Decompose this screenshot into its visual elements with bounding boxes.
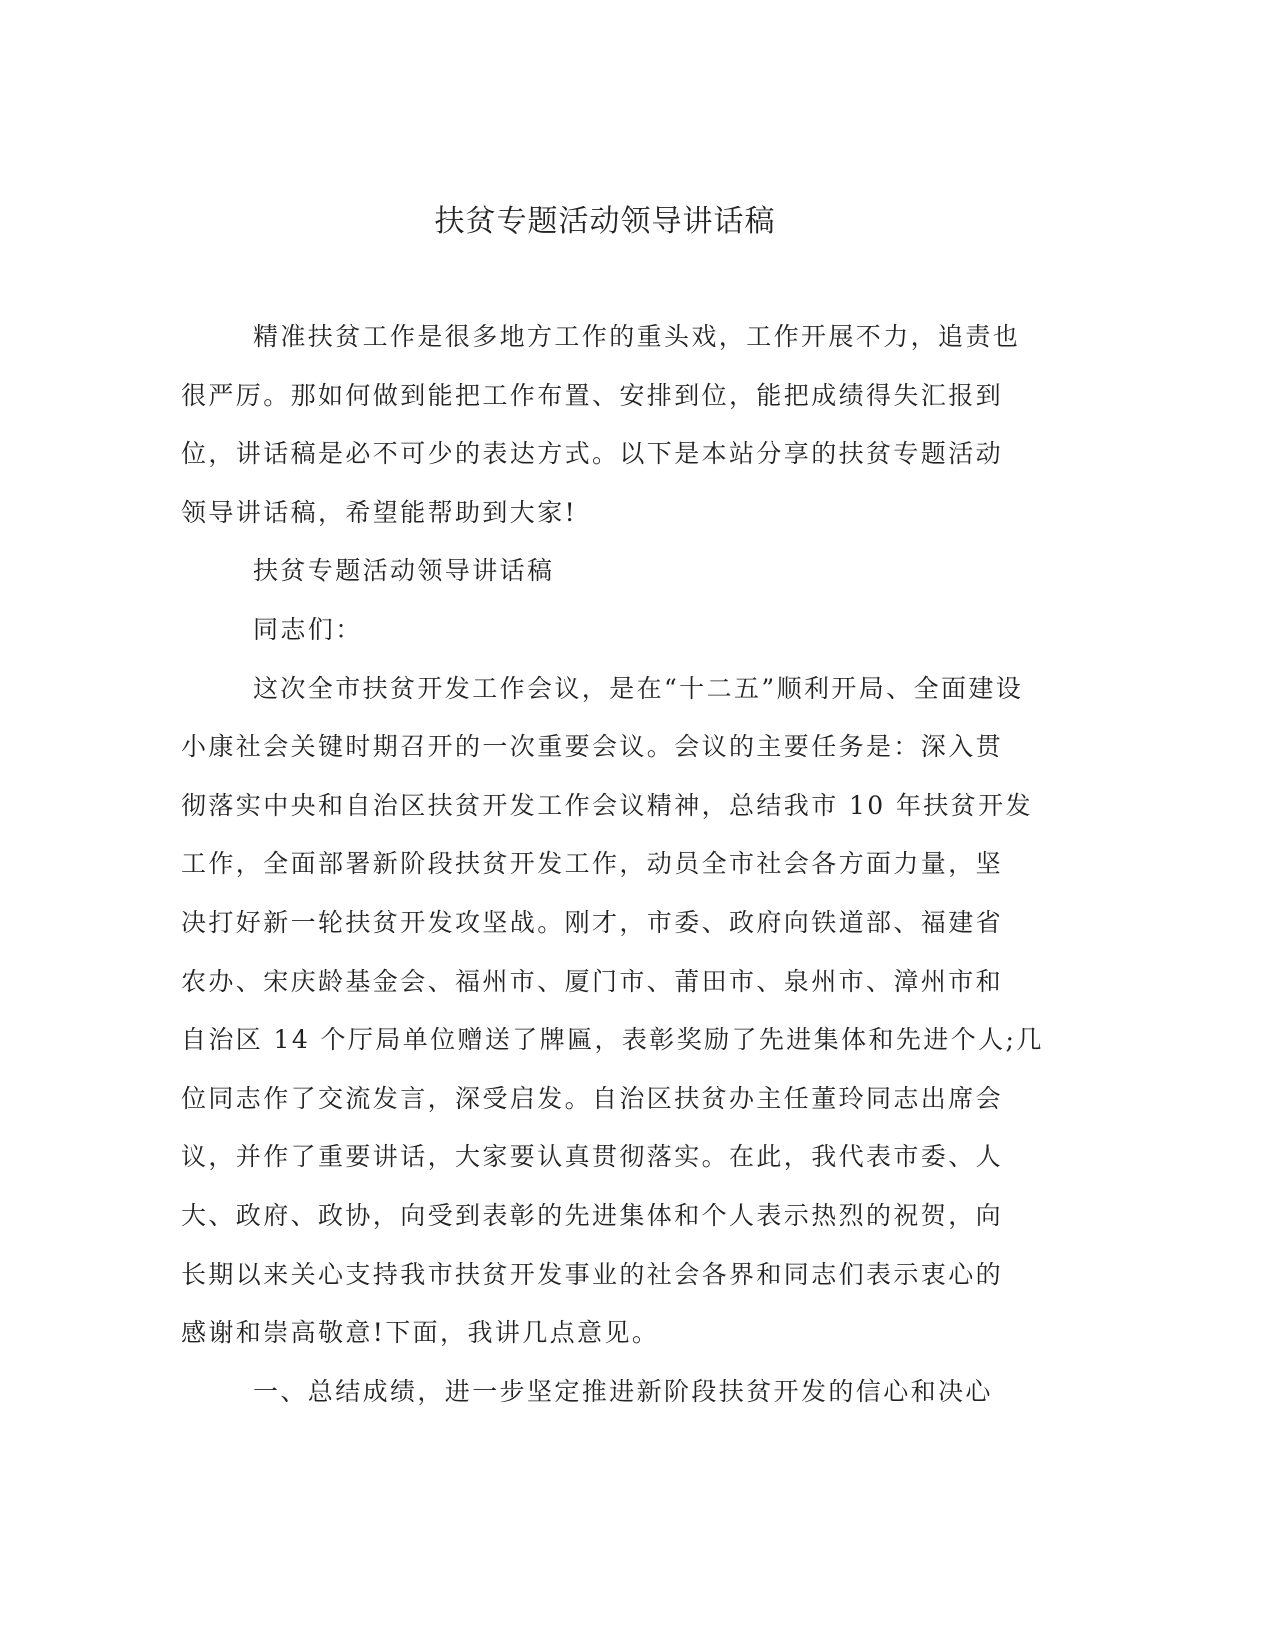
document-title: 扶贫专题活动领导讲话稿	[434, 204, 776, 239]
text-line: 同志们：	[253, 614, 363, 644]
document-body	[181, 308, 1044, 1421]
text-line: 农办、宋庆龄基金会、福州市、厦门市、莆田市、泉州市、漳州市和	[181, 966, 1004, 996]
text-line: 工作，全面部署新阶段扶贫开发工作，动员全市社会各方面力量，坚	[181, 849, 1004, 879]
text-line: 位同志作了交流发言，深受启发。自治区扶贫办主任董玲同志出席会	[181, 1083, 1004, 1113]
text-line: 很严厉。那如何做到能把工作布置、安排到位，能把成绩得失汇报到	[181, 380, 1004, 410]
text-line: 小康社会关键时期召开的一次重要会议。会议的主要任务是：深入贯	[181, 732, 1004, 762]
text-line: 领导讲话稿，希望能帮助到大家!	[181, 497, 578, 527]
text-line: 自治区 14 个厅局单位赠送了牌匾，表彰奖励了先进集体和先进个人;几	[181, 1025, 1044, 1055]
text-line: 彻落实中央和自治区扶贫开发工作会议精神，总结我市 10 年扶贫开发	[181, 790, 1033, 820]
text-line: 位，讲话稿是必不可少的表达方式。以下是本站分享的扶贫专题活动	[181, 439, 1004, 469]
text-line: 感谢和崇高敬意!下面，我讲几点意见。	[181, 1318, 660, 1348]
text-line: 这次全市扶贫开发工作会议，是在“十二五”顺利开局、全面建设	[253, 673, 1024, 703]
text-line: 议，并作了重要讲话，大家要认真贯彻落实。在此，我代表市委、人	[181, 1142, 1004, 1172]
text-line: 长期以来关心支持我市扶贫开发事业的社会各界和同志们表示衷心的	[181, 1259, 1004, 1289]
text-line: 精准扶贫工作是很多地方工作的重头戏，工作开展不力，追责也	[253, 322, 1021, 351]
text-line: 大、政府、政协，向受到表彰的先进集体和个人表示热烈的祝贺，向	[181, 1200, 1004, 1230]
text-line: 一、总结成绩，进一步坚定推进新阶段扶贫开发的信心和决心	[253, 1376, 993, 1406]
text-line: 扶贫专题活动领导讲话稿	[253, 556, 555, 586]
text-line: 决打好新一轮扶贫开发攻坚战。刚才，市委、政府向铁道部、福建省	[181, 907, 1004, 937]
